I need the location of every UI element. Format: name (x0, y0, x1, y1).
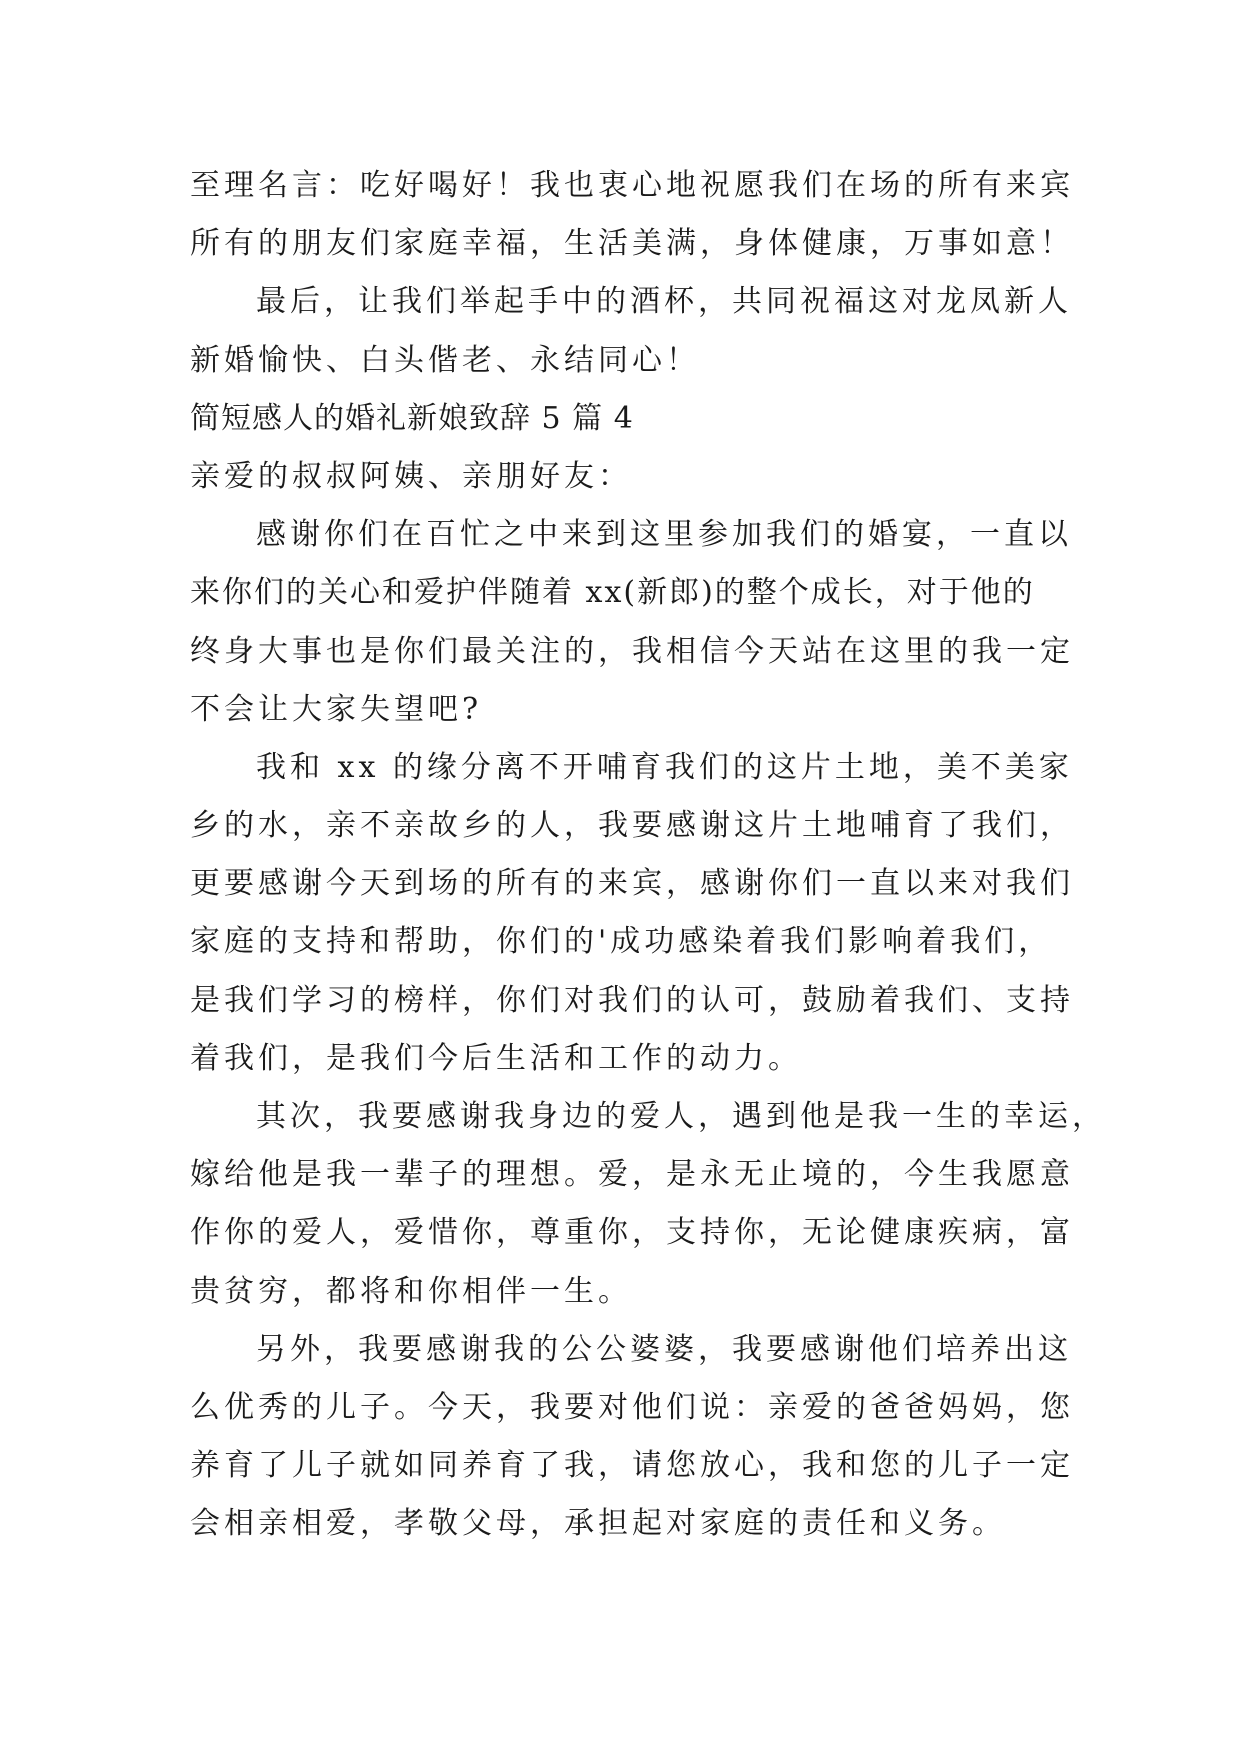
salutation: 亲爱的叔叔阿姨、亲朋好友： (190, 458, 632, 494)
section-heading: 简短感人的婚礼新娘致辞 5 篇 4 (190, 400, 634, 436)
text-line: 感谢你们在百忙之中来到这里参加我们的婚宴，一直以 (256, 517, 1072, 553)
text-line: 会相亲相爱，孝敬父母，承担起对家庭的责任和义务。 (190, 1506, 1006, 1542)
text-line: 养育了儿子就如同养育了我，请您放心，我和您的儿子一定 (190, 1448, 1074, 1484)
text-line: 是我们学习的榜样，你们对我们的认可，鼓励着我们、支持 (190, 982, 1074, 1018)
text-line: 我和 xx 的缘分离不开哺育我们的这片土地，美不美家 (256, 749, 1073, 785)
text-line: 更要感谢今天到场的所有的来宾，感谢你们一直以来对我们 (190, 866, 1074, 902)
text-line: 乡的水，亲不亲故乡的人，我要感谢这片土地哺育了我们， (190, 808, 1074, 844)
text-line: 最后，让我们举起手中的酒杯，共同祝福这对龙凤新人 (256, 284, 1072, 320)
text-line: 着我们，是我们今后生活和工作的动力。 (190, 1040, 802, 1076)
text-line: 另外，我要感谢我的公公婆婆，我要感谢他们培养出这 (256, 1331, 1072, 1367)
text-line: 新婚愉快、白头偕老、永结同心！ (190, 342, 700, 378)
text-line: 至理名言：吃好喝好！我也衷心地祝愿我们在场的所有来宾 (190, 168, 1074, 203)
document-body (190, 157, 1106, 1554)
text-line: 终身大事也是你们最关注的，我相信今天站在这里的我一定 (190, 633, 1074, 669)
text-line: 来你们的关心和爱护伴随着 xx(新郎)的整个成长，对于他的 (190, 575, 1035, 611)
text-line: 其次，我要感谢我身边的爱人，遇到他是我一生的幸运， (256, 1099, 1106, 1134)
text-line: 家庭的支持和帮助，你们的'成功感染着我们影响着我们， (190, 924, 1053, 960)
text-line: 么优秀的儿子。今天，我要对他们说：亲爱的爸爸妈妈，您 (190, 1389, 1074, 1425)
text-line: 所有的朋友们家庭幸福，生活美满，身体健康，万事如意！ (190, 226, 1074, 262)
text-line: 嫁给他是我一辈子的理想。爱，是永无止境的，今生我愿意 (190, 1157, 1074, 1193)
text-line: 作你的爱人，爱惜你，尊重你，支持你，无论健康疾病，富 (190, 1215, 1074, 1251)
text-line: 不会让大家失望吧? (190, 691, 483, 727)
text-line: 贵贫穷，都将和你相伴一生。 (190, 1273, 632, 1309)
